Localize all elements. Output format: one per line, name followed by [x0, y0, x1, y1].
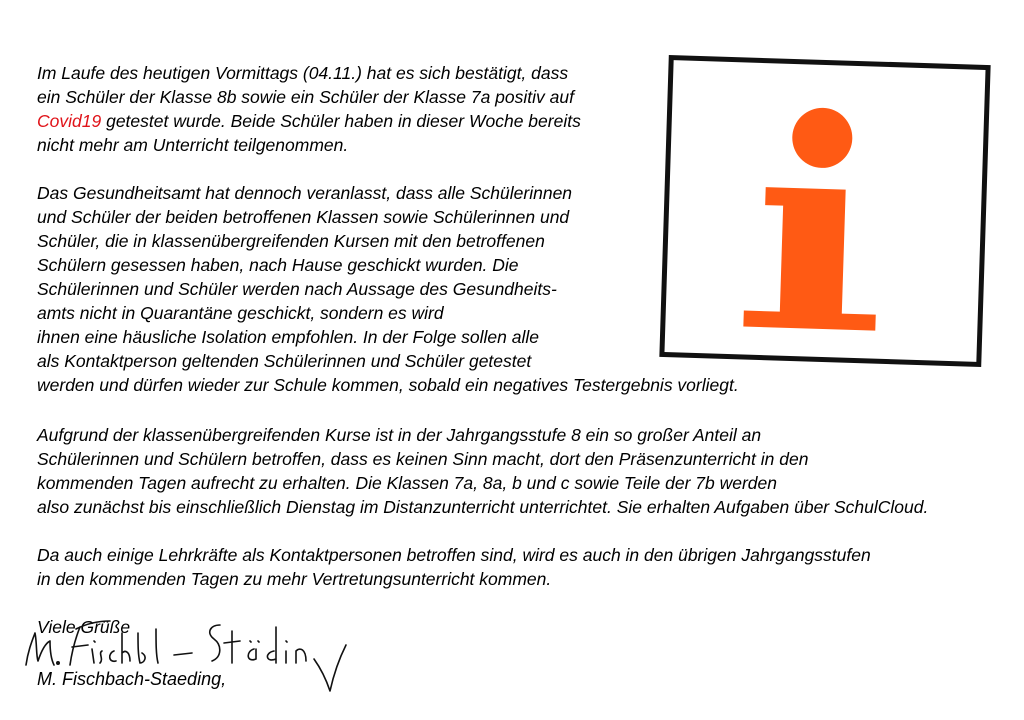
covid-highlight: Covid19: [37, 111, 102, 131]
paragraph-3-line-1: Aufgrund der klassenübergreifenden Kurse ist in der Jahrgangsstufe 8 ein so großer Anteil an: [37, 425, 762, 445]
paragraph-1-line-3-text: getestet wurde. Beide Schüler haben in dieser Woche bereits: [106, 111, 581, 131]
paragraph-1-line-3: [37, 110, 581, 132]
paragraph-2-line-9: werden und dürfen wieder zur Schule kommen, sobald ein negatives Testergebnis vorliegt.: [37, 375, 739, 395]
paragraph-3-line-4: also zunächst bis einschließlich Dienstag im Distanzunterricht unterrichtet. Sie erhalten Aufgaben über SchulCloud.: [37, 497, 929, 517]
paragraph-3-line-3: kommenden Tagen aufrecht zu erhalten. Die Klassen 7a, 8a, b und c sowie Teile der 7b werden: [37, 473, 777, 493]
info-icon: [664, 60, 985, 362]
paragraph-4-line-2: in den kommenden Tagen zu mehr Vertretungsunterricht kommen.: [37, 569, 552, 589]
paragraph-2-line-2: und Schüler der beiden betroffenen Klassen sowie Schülerinnen und: [37, 207, 570, 227]
paragraph-1-line-4: nicht mehr am Unterricht teilgenommen.: [37, 135, 349, 155]
paragraph-2-line-6: amts nicht in Quarantäne geschickt, sondern es wird: [37, 303, 444, 323]
paragraph-3-line-2: Schülerinnen und Schülern betroffen, dass es keinen Sinn macht, dort den Präsenzunterricht in den: [37, 449, 809, 469]
handwritten-signature: [18, 603, 358, 695]
info-sign: [659, 55, 990, 367]
paragraph-2-line-1: Das Gesundheitsamt hat dennoch veranlasst, dass alle Schülerinnen: [37, 183, 573, 203]
paragraph-4-line-1: Da auch einige Lehrkräfte als Kontaktpersonen betroffen sind, wird es auch in den übrigen Jahrgangsstufen: [37, 545, 871, 565]
paragraph-1-line-1: Im Laufe des heutigen Vormittags (04.11.) hat es sich bestätigt, dass: [37, 63, 569, 83]
paragraph-2-line-7: ihnen eine häusliche Isolation empfohlen. In der Folge sollen alle: [37, 327, 539, 347]
closing-greeting: Viele Grüße: [37, 617, 131, 637]
paragraph-2-line-8: als Kontaktperson geltenden Schülerinnen und Schüler getestet: [37, 351, 532, 371]
paragraph-1-line-2: ein Schüler der Klasse 8b sowie ein Schüler der Klasse 7a positiv auf: [37, 87, 574, 107]
paragraph-2-line-4: Schülern gesessen haben, nach Hause geschickt wurden. Die: [37, 255, 519, 275]
paragraph-2-line-3: Schüler, die in klassenübergreifenden Kursen mit den betroffenen: [37, 231, 545, 251]
author-name: M. Fischbach-Staeding,: [37, 669, 227, 689]
paragraph-2-line-5: Schülerinnen und Schüler werden nach Aussage des Gesundheits-: [37, 279, 557, 299]
